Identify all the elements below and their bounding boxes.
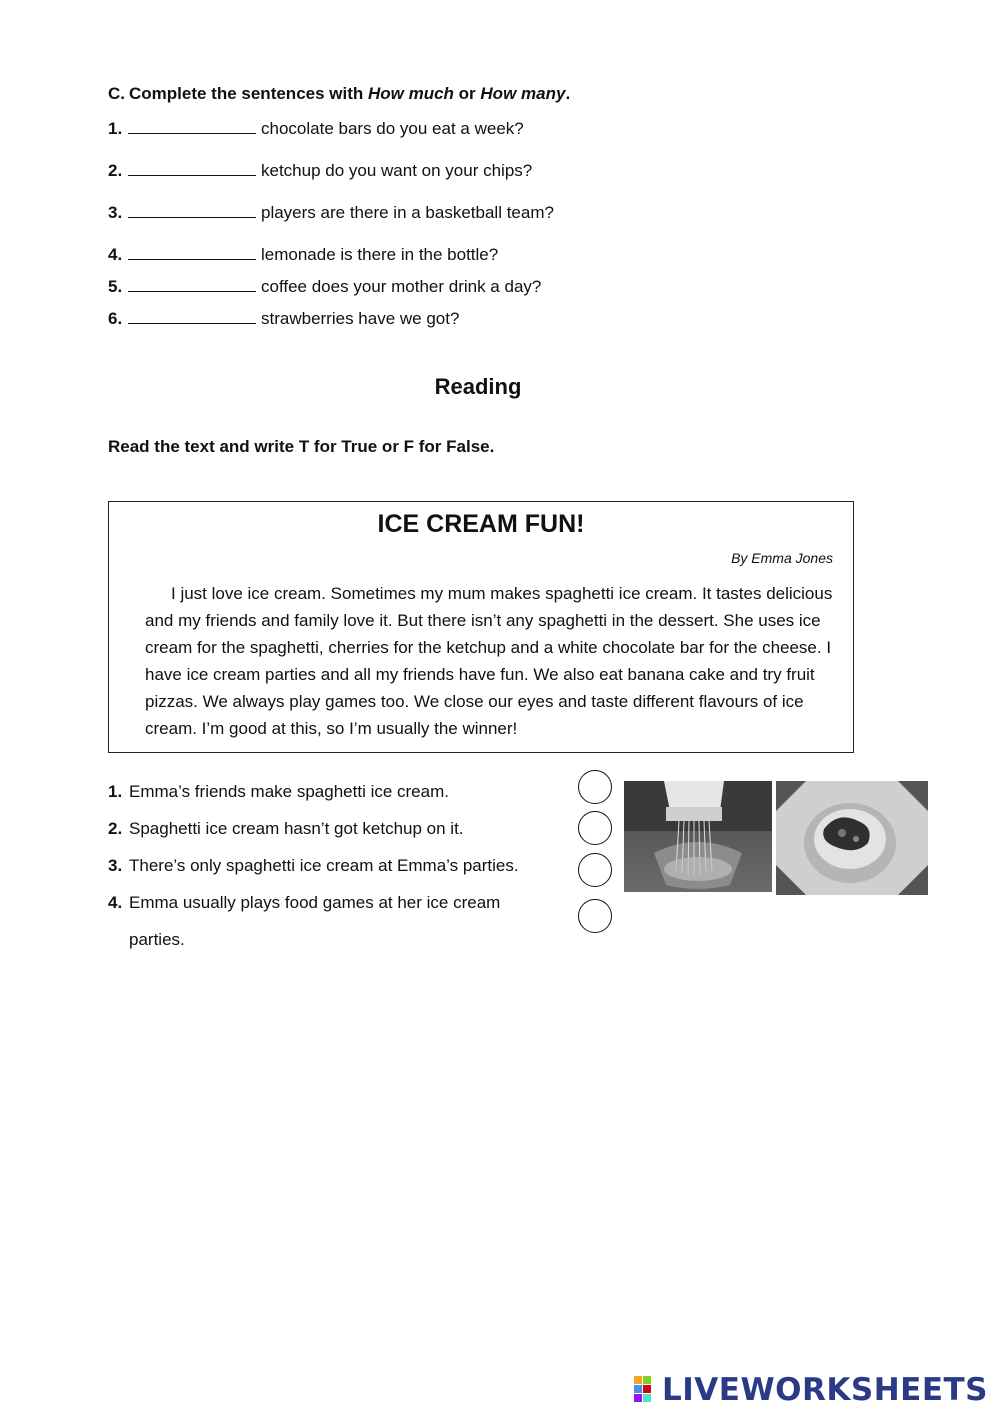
story-box [108, 501, 854, 753]
story-title: ICE CREAM FUN! [377, 510, 585, 538]
statement-4: 4. Emma usually plays food games at her ice cream [108, 893, 501, 912]
liveworksheets-logo: LIVEWORKSHEETS [634, 1372, 988, 1408]
story-byline: By Emma Jones [731, 550, 833, 566]
answer-blank-4[interactable] [128, 242, 256, 260]
answer-circle-3[interactable] [578, 853, 612, 887]
story-text: I just love ice cream. Sometimes my mum makes spaghetti ice cream. It tastes delicious and my friends and family love it. But there isn’t any spaghetti in the dessert. She uses ice cream for the spaghetti, cherries for the ketchup and a white chocolate bar for the cheese. I have ice cream parties and all my friends have fun. We also eat banana cake and try fruit pizzas. We always play games too. We close our eyes and taste different flavours of ice cream. I’m good at this, so I’m usually the winner! [145, 584, 833, 738]
spaghetti-ice-cream-photo-2 [776, 781, 928, 895]
answer-blank-1[interactable] [128, 116, 256, 134]
statement-4-continued: parties. [129, 930, 185, 949]
answer-blank-6[interactable] [128, 306, 256, 324]
statement-2: 2. Spaghetti ice cream hasn’t got ketchup on it. [108, 819, 464, 838]
question-3: 3. players are there in a basketball team? [108, 200, 554, 223]
question-2: 2. ketchup do you want on your chips? [108, 158, 532, 181]
section-c-title: C. Complete the sentences with How much or How many. [108, 84, 571, 103]
answer-blank-2[interactable] [128, 158, 256, 176]
answer-circle-2[interactable] [578, 811, 612, 845]
spaghetti-ice-cream-photo-1 [624, 781, 772, 892]
question-4: 4. lemonade is there in the bottle? [108, 242, 498, 265]
answer-circle-1[interactable] [578, 770, 612, 804]
question-1: 1. chocolate bars do you eat a week? [108, 116, 524, 139]
liveworksheets-grid-icon [634, 1376, 662, 1404]
statement-1: 1. Emma’s friends make spaghetti ice cream. [108, 782, 449, 801]
question-6: 6. strawberries have we got? [108, 306, 459, 329]
answer-blank-5[interactable] [128, 274, 256, 292]
reading-instruction: Read the text and write T for True or F for False. [108, 437, 495, 456]
reading-title: Reading [434, 374, 522, 399]
question-5: 5. coffee does your mother drink a day? [108, 274, 541, 297]
statement-3: 3. There’s only spaghetti ice cream at Emma’s parties. [108, 856, 519, 875]
answer-blank-3[interactable] [128, 200, 256, 218]
answer-circle-4[interactable] [578, 899, 612, 933]
